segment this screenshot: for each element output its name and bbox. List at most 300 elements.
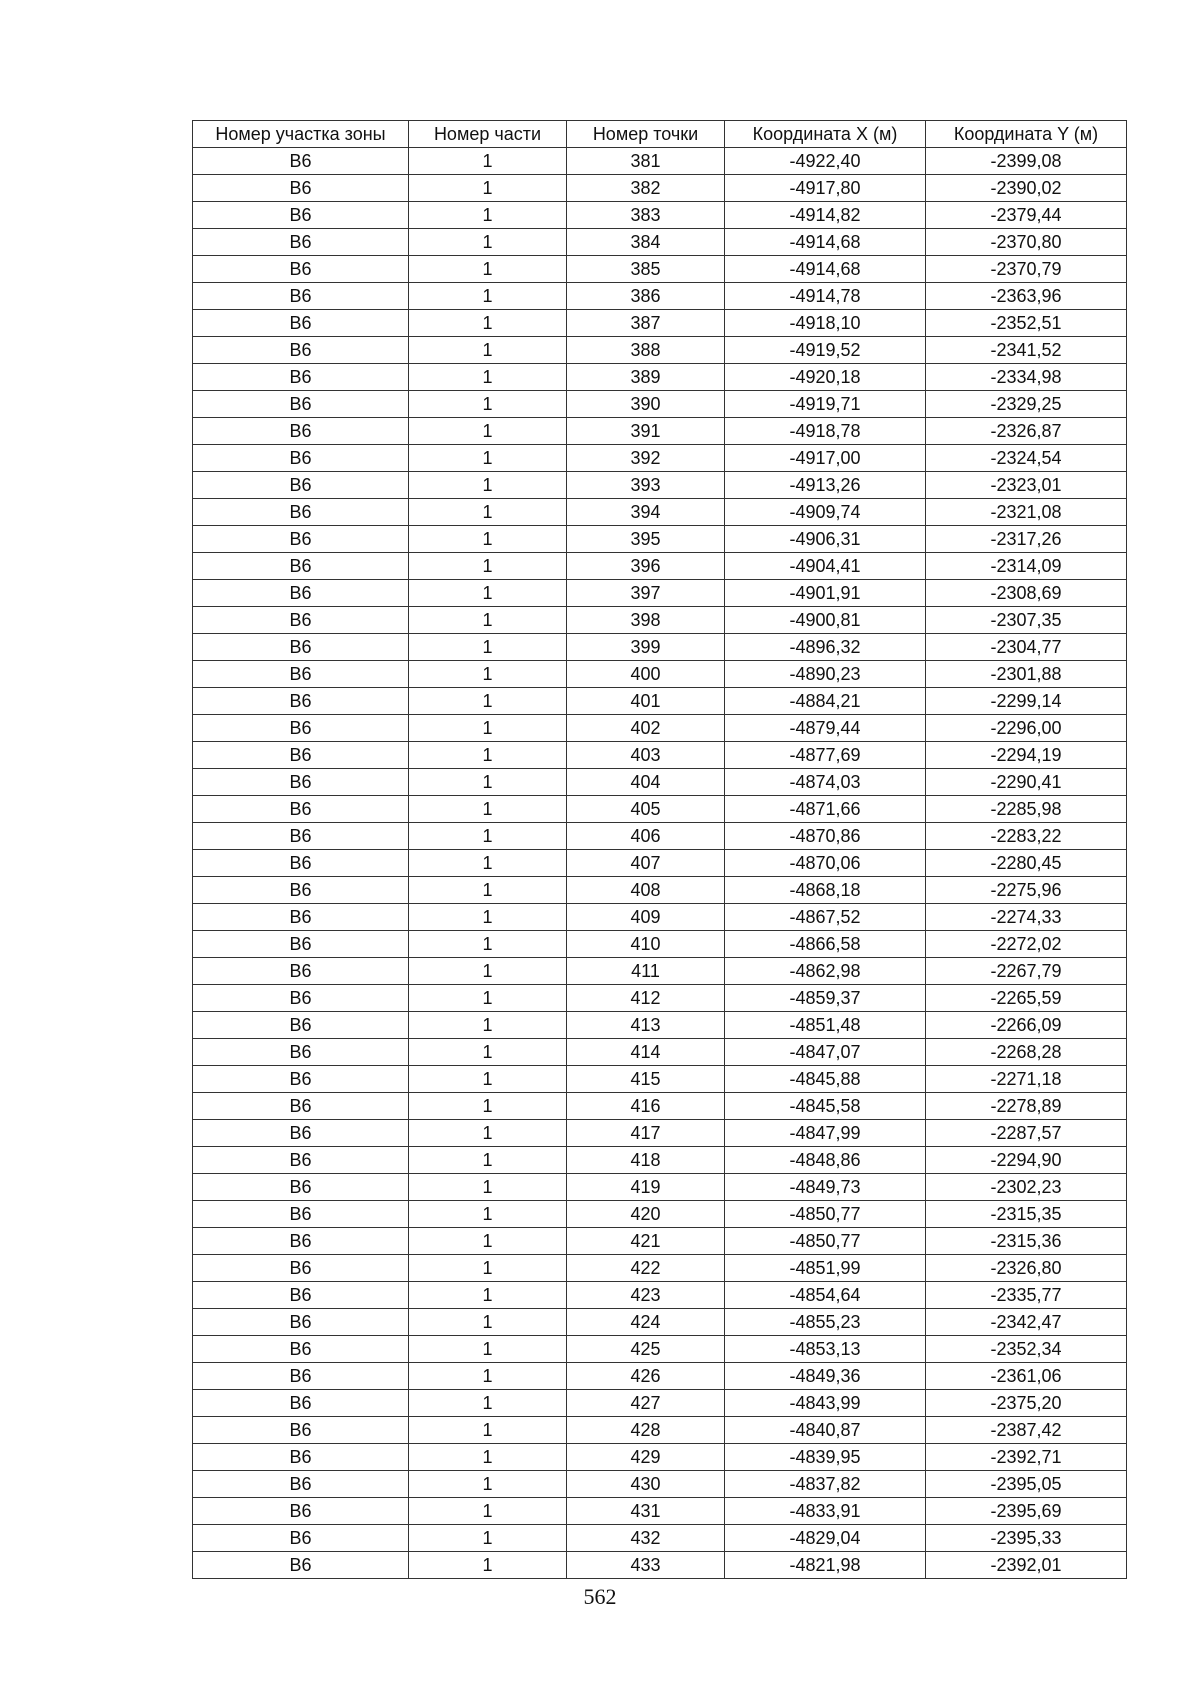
cell-part-number: 1	[409, 148, 567, 175]
table-row	[193, 1147, 1127, 1174]
cell-point-number: 404	[567, 769, 725, 796]
table-row	[193, 931, 1127, 958]
cell-zone-section: В6	[193, 391, 409, 418]
cell-part-number: 1	[409, 1444, 567, 1471]
table-row	[193, 1444, 1127, 1471]
cell-part-number: 1	[409, 1552, 567, 1579]
cell-zone-section: В6	[193, 1444, 409, 1471]
cell-coordinate-x: -4867,52	[725, 904, 926, 931]
cell-coordinate-x: -4918,10	[725, 310, 926, 337]
table-row	[193, 445, 1127, 472]
cell-point-number: 417	[567, 1120, 725, 1147]
cell-coordinate-y: -2361,06	[926, 1363, 1127, 1390]
cell-part-number: 1	[409, 742, 567, 769]
table-row	[193, 742, 1127, 769]
table-row	[193, 1255, 1127, 1282]
table-row	[193, 364, 1127, 391]
cell-coordinate-y: -2274,33	[926, 904, 1127, 931]
cell-part-number: 1	[409, 1498, 567, 1525]
cell-coordinate-y: -2395,33	[926, 1525, 1127, 1552]
cell-coordinate-x: -4900,81	[725, 607, 926, 634]
cell-coordinate-x: -4896,32	[725, 634, 926, 661]
cell-coordinate-y: -2326,87	[926, 418, 1127, 445]
cell-zone-section: В6	[193, 229, 409, 256]
cell-coordinate-x: -4919,71	[725, 391, 926, 418]
cell-part-number: 1	[409, 985, 567, 1012]
cell-point-number: 428	[567, 1417, 725, 1444]
cell-coordinate-x: -4922,40	[725, 148, 926, 175]
cell-point-number: 394	[567, 499, 725, 526]
cell-part-number: 1	[409, 418, 567, 445]
cell-coordinate-y: -2290,41	[926, 769, 1127, 796]
cell-coordinate-y: -2299,14	[926, 688, 1127, 715]
table-row	[193, 1363, 1127, 1390]
header-zone-section: Номер участка зоны	[193, 121, 409, 148]
cell-coordinate-x: -4845,88	[725, 1066, 926, 1093]
cell-zone-section: В6	[193, 1012, 409, 1039]
coordinates-table	[192, 120, 1127, 1579]
cell-zone-section: В6	[193, 607, 409, 634]
cell-coordinate-x: -4839,95	[725, 1444, 926, 1471]
cell-point-number: 415	[567, 1066, 725, 1093]
cell-coordinate-x: -4848,86	[725, 1147, 926, 1174]
cell-zone-section: В6	[193, 499, 409, 526]
cell-point-number: 400	[567, 661, 725, 688]
header-point-number: Номер точки	[567, 121, 725, 148]
cell-part-number: 1	[409, 1039, 567, 1066]
cell-coordinate-y: -2370,79	[926, 256, 1127, 283]
cell-part-number: 1	[409, 580, 567, 607]
table-row	[193, 1120, 1127, 1147]
cell-part-number: 1	[409, 904, 567, 931]
cell-coordinate-x: -4868,18	[725, 877, 926, 904]
cell-zone-section: В6	[193, 850, 409, 877]
cell-zone-section: В6	[193, 1228, 409, 1255]
table-row	[193, 769, 1127, 796]
cell-part-number: 1	[409, 445, 567, 472]
cell-coordinate-y: -2271,18	[926, 1066, 1127, 1093]
cell-part-number: 1	[409, 391, 567, 418]
table-row	[193, 148, 1127, 175]
table-row	[193, 823, 1127, 850]
cell-coordinate-x: -4862,98	[725, 958, 926, 985]
cell-zone-section: В6	[193, 769, 409, 796]
cell-part-number: 1	[409, 931, 567, 958]
header-coordinate-x: Координата X (м)	[725, 121, 926, 148]
cell-point-number: 423	[567, 1282, 725, 1309]
header-part-number: Номер части	[409, 121, 567, 148]
cell-point-number: 409	[567, 904, 725, 931]
cell-part-number: 1	[409, 337, 567, 364]
table-row	[193, 661, 1127, 688]
cell-zone-section: В6	[193, 634, 409, 661]
cell-coordinate-y: -2317,26	[926, 526, 1127, 553]
cell-part-number: 1	[409, 850, 567, 877]
cell-zone-section: В6	[193, 1255, 409, 1282]
cell-point-number: 397	[567, 580, 725, 607]
cell-point-number: 407	[567, 850, 725, 877]
cell-coordinate-y: -2315,36	[926, 1228, 1127, 1255]
table-row	[193, 688, 1127, 715]
cell-point-number: 396	[567, 553, 725, 580]
cell-coordinate-y: -2363,96	[926, 283, 1127, 310]
table-header-row	[193, 121, 1127, 148]
cell-coordinate-y: -2280,45	[926, 850, 1127, 877]
cell-part-number: 1	[409, 1066, 567, 1093]
cell-coordinate-y: -2314,09	[926, 553, 1127, 580]
cell-zone-section: В6	[193, 1039, 409, 1066]
cell-zone-section: В6	[193, 580, 409, 607]
cell-coordinate-x: -4919,52	[725, 337, 926, 364]
cell-coordinate-y: -2321,08	[926, 499, 1127, 526]
cell-zone-section: В6	[193, 688, 409, 715]
cell-coordinate-x: -4850,77	[725, 1201, 926, 1228]
cell-coordinate-x: -4914,68	[725, 256, 926, 283]
cell-part-number: 1	[409, 769, 567, 796]
cell-zone-section: В6	[193, 418, 409, 445]
cell-coordinate-x: -4874,03	[725, 769, 926, 796]
cell-zone-section: В6	[193, 148, 409, 175]
cell-zone-section: В6	[193, 526, 409, 553]
cell-point-number: 398	[567, 607, 725, 634]
table-row	[193, 472, 1127, 499]
table-row	[193, 553, 1127, 580]
cell-coordinate-y: -2308,69	[926, 580, 1127, 607]
table-row	[193, 1228, 1127, 1255]
table-row	[193, 580, 1127, 607]
cell-coordinate-x: -4890,23	[725, 661, 926, 688]
cell-coordinate-y: -2375,20	[926, 1390, 1127, 1417]
cell-point-number: 383	[567, 202, 725, 229]
cell-point-number: 414	[567, 1039, 725, 1066]
cell-point-number: 391	[567, 418, 725, 445]
cell-part-number: 1	[409, 1282, 567, 1309]
cell-coordinate-y: -2329,25	[926, 391, 1127, 418]
cell-point-number: 411	[567, 958, 725, 985]
cell-point-number: 419	[567, 1174, 725, 1201]
cell-point-number: 395	[567, 526, 725, 553]
cell-zone-section: В6	[193, 1147, 409, 1174]
cell-coordinate-x: -4847,07	[725, 1039, 926, 1066]
cell-coordinate-y: -2287,57	[926, 1120, 1127, 1147]
table-row	[193, 607, 1127, 634]
cell-coordinate-x: -4821,98	[725, 1552, 926, 1579]
cell-coordinate-y: -2301,88	[926, 661, 1127, 688]
cell-part-number: 1	[409, 877, 567, 904]
cell-coordinate-y: -2395,69	[926, 1498, 1127, 1525]
cell-coordinate-y: -2272,02	[926, 931, 1127, 958]
cell-point-number: 410	[567, 931, 725, 958]
cell-coordinate-y: -2296,00	[926, 715, 1127, 742]
table-row	[193, 418, 1127, 445]
cell-zone-section: В6	[193, 1066, 409, 1093]
cell-point-number: 384	[567, 229, 725, 256]
cell-zone-section: В6	[193, 1417, 409, 1444]
cell-point-number: 424	[567, 1309, 725, 1336]
table-row	[193, 1471, 1127, 1498]
table-row	[193, 391, 1127, 418]
header-coordinate-y: Координата Y (м)	[926, 121, 1127, 148]
cell-zone-section: В6	[193, 1498, 409, 1525]
cell-zone-section: В6	[193, 1282, 409, 1309]
cell-point-number: 386	[567, 283, 725, 310]
cell-point-number: 421	[567, 1228, 725, 1255]
cell-point-number: 425	[567, 1336, 725, 1363]
cell-zone-section: В6	[193, 310, 409, 337]
cell-coordinate-x: -4845,58	[725, 1093, 926, 1120]
cell-part-number: 1	[409, 1336, 567, 1363]
cell-zone-section: В6	[193, 1552, 409, 1579]
cell-coordinate-x: -4851,48	[725, 1012, 926, 1039]
cell-coordinate-x: -4870,06	[725, 850, 926, 877]
cell-point-number: 426	[567, 1363, 725, 1390]
cell-part-number: 1	[409, 1174, 567, 1201]
page-number: 562	[583, 1584, 617, 1609]
table-row	[193, 715, 1127, 742]
cell-part-number: 1	[409, 499, 567, 526]
cell-point-number: 393	[567, 472, 725, 499]
cell-part-number: 1	[409, 1525, 567, 1552]
cell-coordinate-x: -4853,13	[725, 1336, 926, 1363]
cell-coordinate-y: -2275,96	[926, 877, 1127, 904]
cell-point-number: 399	[567, 634, 725, 661]
cell-coordinate-y: -2352,34	[926, 1336, 1127, 1363]
table-row	[193, 985, 1127, 1012]
cell-part-number: 1	[409, 1012, 567, 1039]
cell-part-number: 1	[409, 1147, 567, 1174]
cell-point-number: 413	[567, 1012, 725, 1039]
cell-coordinate-x: -4920,18	[725, 364, 926, 391]
cell-zone-section: В6	[193, 364, 409, 391]
cell-coordinate-y: -2334,98	[926, 364, 1127, 391]
cell-part-number: 1	[409, 229, 567, 256]
cell-zone-section: В6	[193, 1525, 409, 1552]
cell-part-number: 1	[409, 958, 567, 985]
cell-coordinate-x: -4918,78	[725, 418, 926, 445]
cell-point-number: 418	[567, 1147, 725, 1174]
cell-point-number: 388	[567, 337, 725, 364]
cell-coordinate-y: -2341,52	[926, 337, 1127, 364]
cell-coordinate-x: -4854,64	[725, 1282, 926, 1309]
cell-point-number: 406	[567, 823, 725, 850]
cell-coordinate-y: -2278,89	[926, 1093, 1127, 1120]
cell-zone-section: В6	[193, 796, 409, 823]
cell-point-number: 390	[567, 391, 725, 418]
cell-part-number: 1	[409, 1309, 567, 1336]
table-row	[193, 337, 1127, 364]
table-row	[193, 634, 1127, 661]
cell-part-number: 1	[409, 283, 567, 310]
cell-coordinate-x: -4843,99	[725, 1390, 926, 1417]
table-row	[193, 499, 1127, 526]
cell-part-number: 1	[409, 607, 567, 634]
cell-part-number: 1	[409, 634, 567, 661]
cell-coordinate-y: -2379,44	[926, 202, 1127, 229]
cell-part-number: 1	[409, 1471, 567, 1498]
cell-coordinate-x: -4849,36	[725, 1363, 926, 1390]
cell-part-number: 1	[409, 823, 567, 850]
cell-part-number: 1	[409, 1363, 567, 1390]
table-row	[193, 1309, 1127, 1336]
table-row	[193, 1093, 1127, 1120]
cell-coordinate-y: -2392,71	[926, 1444, 1127, 1471]
cell-coordinate-y: -2266,09	[926, 1012, 1127, 1039]
cell-coordinate-y: -2294,90	[926, 1147, 1127, 1174]
cell-zone-section: В6	[193, 337, 409, 364]
table-row	[193, 904, 1127, 931]
cell-zone-section: В6	[193, 175, 409, 202]
cell-part-number: 1	[409, 1390, 567, 1417]
cell-coordinate-x: -4884,21	[725, 688, 926, 715]
cell-coordinate-x: -4877,69	[725, 742, 926, 769]
cell-coordinate-x: -4847,99	[725, 1120, 926, 1147]
cell-point-number: 389	[567, 364, 725, 391]
table-row	[193, 1390, 1127, 1417]
cell-coordinate-y: -2268,28	[926, 1039, 1127, 1066]
cell-zone-section: В6	[193, 1201, 409, 1228]
cell-coordinate-y: -2326,80	[926, 1255, 1127, 1282]
cell-coordinate-y: -2370,80	[926, 229, 1127, 256]
cell-coordinate-y: -2352,51	[926, 310, 1127, 337]
cell-coordinate-y: -2390,02	[926, 175, 1127, 202]
cell-zone-section: В6	[193, 1120, 409, 1147]
cell-part-number: 1	[409, 796, 567, 823]
cell-coordinate-x: -4870,86	[725, 823, 926, 850]
cell-coordinate-y: -2315,35	[926, 1201, 1127, 1228]
table-row	[193, 1039, 1127, 1066]
cell-part-number: 1	[409, 364, 567, 391]
table-row	[193, 1201, 1127, 1228]
cell-point-number: 403	[567, 742, 725, 769]
cell-point-number: 430	[567, 1471, 725, 1498]
cell-coordinate-x: -4914,78	[725, 283, 926, 310]
cell-coordinate-x: -4855,23	[725, 1309, 926, 1336]
cell-point-number: 420	[567, 1201, 725, 1228]
table-row	[193, 283, 1127, 310]
cell-point-number: 408	[567, 877, 725, 904]
cell-coordinate-x: -4850,77	[725, 1228, 926, 1255]
cell-coordinate-y: -2387,42	[926, 1417, 1127, 1444]
cell-coordinate-x: -4840,87	[725, 1417, 926, 1444]
cell-point-number: 432	[567, 1525, 725, 1552]
table-body	[193, 148, 1127, 1579]
cell-coordinate-x: -4904,41	[725, 553, 926, 580]
cell-zone-section: В6	[193, 1390, 409, 1417]
table-row	[193, 1336, 1127, 1363]
cell-part-number: 1	[409, 1120, 567, 1147]
cell-coordinate-x: -4909,74	[725, 499, 926, 526]
table-row	[193, 1417, 1127, 1444]
cell-zone-section: В6	[193, 823, 409, 850]
cell-coordinate-y: -2285,98	[926, 796, 1127, 823]
cell-coordinate-y: -2294,19	[926, 742, 1127, 769]
cell-coordinate-x: -4833,91	[725, 1498, 926, 1525]
cell-coordinate-x: -4837,82	[725, 1471, 926, 1498]
cell-zone-section: В6	[193, 985, 409, 1012]
table-row	[193, 1066, 1127, 1093]
cell-coordinate-x: -4914,68	[725, 229, 926, 256]
cell-coordinate-x: -4901,91	[725, 580, 926, 607]
cell-coordinate-y: -2335,77	[926, 1282, 1127, 1309]
cell-part-number: 1	[409, 1417, 567, 1444]
cell-coordinate-y: -2302,23	[926, 1174, 1127, 1201]
cell-zone-section: В6	[193, 715, 409, 742]
cell-part-number: 1	[409, 310, 567, 337]
table-row	[193, 1498, 1127, 1525]
cell-zone-section: В6	[193, 661, 409, 688]
cell-coordinate-y: -2399,08	[926, 148, 1127, 175]
cell-part-number: 1	[409, 472, 567, 499]
table-row	[193, 229, 1127, 256]
cell-point-number: 416	[567, 1093, 725, 1120]
cell-coordinate-y: -2395,05	[926, 1471, 1127, 1498]
cell-zone-section: В6	[193, 1336, 409, 1363]
cell-point-number: 401	[567, 688, 725, 715]
cell-point-number: 381	[567, 148, 725, 175]
cell-coordinate-x: -4879,44	[725, 715, 926, 742]
cell-coordinate-x: -4871,66	[725, 796, 926, 823]
table-row	[193, 1552, 1127, 1579]
cell-coordinate-x: -4914,82	[725, 202, 926, 229]
cell-point-number: 429	[567, 1444, 725, 1471]
table-row	[193, 310, 1127, 337]
cell-coordinate-x: -4906,31	[725, 526, 926, 553]
cell-zone-section: В6	[193, 958, 409, 985]
cell-coordinate-y: -2265,59	[926, 985, 1127, 1012]
cell-coordinate-x: -4917,80	[725, 175, 926, 202]
table-row	[193, 175, 1127, 202]
cell-coordinate-x: -4859,37	[725, 985, 926, 1012]
cell-part-number: 1	[409, 202, 567, 229]
cell-coordinate-x: -4866,58	[725, 931, 926, 958]
cell-coordinate-y: -2267,79	[926, 958, 1127, 985]
cell-zone-section: В6	[193, 1093, 409, 1120]
cell-coordinate-y: -2304,77	[926, 634, 1127, 661]
cell-zone-section: В6	[193, 283, 409, 310]
table-row	[193, 1012, 1127, 1039]
cell-point-number: 387	[567, 310, 725, 337]
cell-coordinate-y: -2283,22	[926, 823, 1127, 850]
cell-part-number: 1	[409, 1255, 567, 1282]
table-row	[193, 256, 1127, 283]
cell-coordinate-x: -4851,99	[725, 1255, 926, 1282]
cell-zone-section: В6	[193, 877, 409, 904]
cell-part-number: 1	[409, 526, 567, 553]
cell-zone-section: В6	[193, 256, 409, 283]
cell-point-number: 385	[567, 256, 725, 283]
cell-point-number: 422	[567, 1255, 725, 1282]
cell-part-number: 1	[409, 175, 567, 202]
cell-point-number: 431	[567, 1498, 725, 1525]
table-row	[193, 1525, 1127, 1552]
cell-point-number: 382	[567, 175, 725, 202]
cell-coordinate-y: -2342,47	[926, 1309, 1127, 1336]
cell-point-number: 405	[567, 796, 725, 823]
cell-zone-section: В6	[193, 1174, 409, 1201]
cell-zone-section: В6	[193, 472, 409, 499]
table-row	[193, 877, 1127, 904]
cell-coordinate-x: -4829,04	[725, 1525, 926, 1552]
cell-zone-section: В6	[193, 1471, 409, 1498]
table-row	[193, 796, 1127, 823]
table-row	[193, 1174, 1127, 1201]
cell-coordinate-y: -2323,01	[926, 472, 1127, 499]
cell-part-number: 1	[409, 1201, 567, 1228]
cell-coordinate-x: -4849,73	[725, 1174, 926, 1201]
cell-part-number: 1	[409, 715, 567, 742]
cell-coordinate-x: -4913,26	[725, 472, 926, 499]
cell-part-number: 1	[409, 256, 567, 283]
